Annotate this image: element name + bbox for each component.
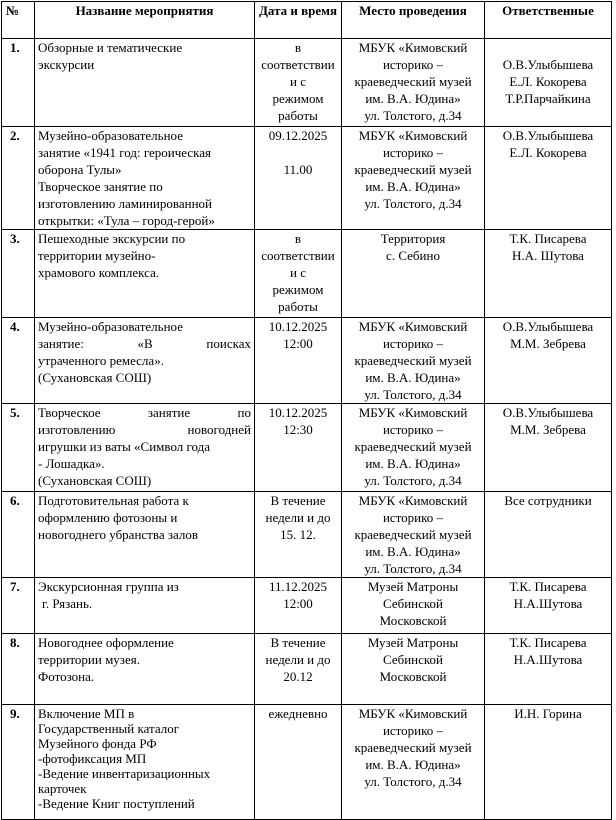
event-place: МБУК «Кимовский историко – краеведческий музей им. В.А. Юдина» ул. Толстого, д.34 <box>342 127 485 230</box>
event-name: Включение МП в Государственный каталог Музейного фонда РФ -фотофиксация МП -Ведение инвентаризационных карточек -Ведение Книг поступлений <box>35 705 255 820</box>
event-responsible: Т.К. Писарева Н.А.Шутова <box>485 634 612 705</box>
event-responsible: О.В.Улыбышева Е.Л. Кокорева Т.Р.Парчайкина <box>485 39 612 127</box>
header-num: № <box>2 2 35 39</box>
table-row <box>2 230 612 318</box>
event-date: В течение недели и до 20.12 <box>255 634 342 705</box>
event-date: ежедневно <box>255 705 342 820</box>
event-date: в соответствии и с режимом работы <box>255 230 342 318</box>
event-responsible: Т.К. Писарева Н.А.Шутова <box>485 578 612 634</box>
event-name: Обзорные и тематические экскурсии <box>35 39 255 127</box>
header-name: Название мероприятия <box>35 2 255 39</box>
row-num: 1. <box>2 39 35 127</box>
event-date: 10.12.2025 12:00 <box>255 318 342 404</box>
event-responsible: О.В.Улыбышева М.М. Зебрева <box>485 404 612 492</box>
event-name: Экскурсионная группа из г. Рязань. <box>35 578 255 634</box>
event-name: Пешеходные экскурсии по территории музейно- храмового комплекса. <box>35 230 255 318</box>
table-row <box>2 492 612 578</box>
event-responsible: О.В.Улыбышева Е.Л. Кокорева <box>485 127 612 230</box>
event-name: Подготовительная работа к оформлению фотозоны и новогоднего убранства залов <box>35 492 255 578</box>
table-row <box>2 634 612 705</box>
event-place: МБУК «Кимовский историко – краеведческий музей им. В.А. Юдина» ул. Толстого, д.34 <box>342 404 485 492</box>
event-place: Территория с. Себино <box>342 230 485 318</box>
event-date: 10.12.2025 12:30 <box>255 404 342 492</box>
header-responsible: Ответственные <box>485 2 612 39</box>
event-name: Музейно-образовательное занятие «1941 год: героическая оборона Тулы» Творческое занятие по изготовлению ламинированной открытки: «Тула – город-герой» <box>35 127 255 230</box>
row-num: 8. <box>2 634 35 705</box>
header-date: Дата и время <box>255 2 342 39</box>
header-row <box>2 2 612 39</box>
row-num: 7. <box>2 578 35 634</box>
event-place: Музей Матроны Себинской Московской <box>342 578 485 634</box>
table-row <box>2 318 612 404</box>
table-row <box>2 127 612 230</box>
event-responsible: Т.К. Писарева Н.А. Шутова <box>485 230 612 318</box>
event-date: 11.12.2025 12:00 <box>255 578 342 634</box>
event-name: Музейно-образовательное занятие: «В поисках утраченного ремесла». (Сухановская СОШ) <box>35 318 255 404</box>
table-row <box>2 39 612 127</box>
event-place: МБУК «Кимовский историко – краеведческий музей им. В.А. Юдина» ул. Толстого, д.34 <box>342 492 485 578</box>
row-num: 3. <box>2 230 35 318</box>
row-num: 4. <box>2 318 35 404</box>
events-table <box>1 1 612 820</box>
event-place: МБУК «Кимовский историко – краеведческий музей им. В.А. Юдина» ул. Толстого, д.34 <box>342 705 485 820</box>
row-num: 6. <box>2 492 35 578</box>
event-name: Творческое занятие по изготовлению новогодней игрушки из ваты «Символ года - Лошадка». (Сухановская СОШ) <box>35 404 255 492</box>
row-num: 2. <box>2 127 35 230</box>
event-place: МБУК «Кимовский историко – краеведческий музей им. В.А. Юдина» ул. Толстого, д.34 <box>342 39 485 127</box>
event-place: МБУК «Кимовский историко – краеведческий музей им. В.А. Юдина» ул. Толстого, д.34 <box>342 318 485 404</box>
header-place: Место проведения <box>342 2 485 39</box>
row-num: 5. <box>2 404 35 492</box>
table-row <box>2 404 612 492</box>
event-responsible: О.В.Улыбышева М.М. Зебрева <box>485 318 612 404</box>
event-responsible: Все сотрудники <box>485 492 612 578</box>
event-name: Новогоднее оформление территории музея. Фотозона. <box>35 634 255 705</box>
event-responsible: И.Н. Горина <box>485 705 612 820</box>
table-row <box>2 578 612 634</box>
event-date: В течение недели и до 15. 12. <box>255 492 342 578</box>
row-num: 9. <box>2 705 35 820</box>
event-date: 09.12.2025 11.00 <box>255 127 342 230</box>
event-place: Музей Матроны Себинской Московской <box>342 634 485 705</box>
event-date: в соответствии и с режимом работы <box>255 39 342 127</box>
table-row <box>2 705 612 820</box>
